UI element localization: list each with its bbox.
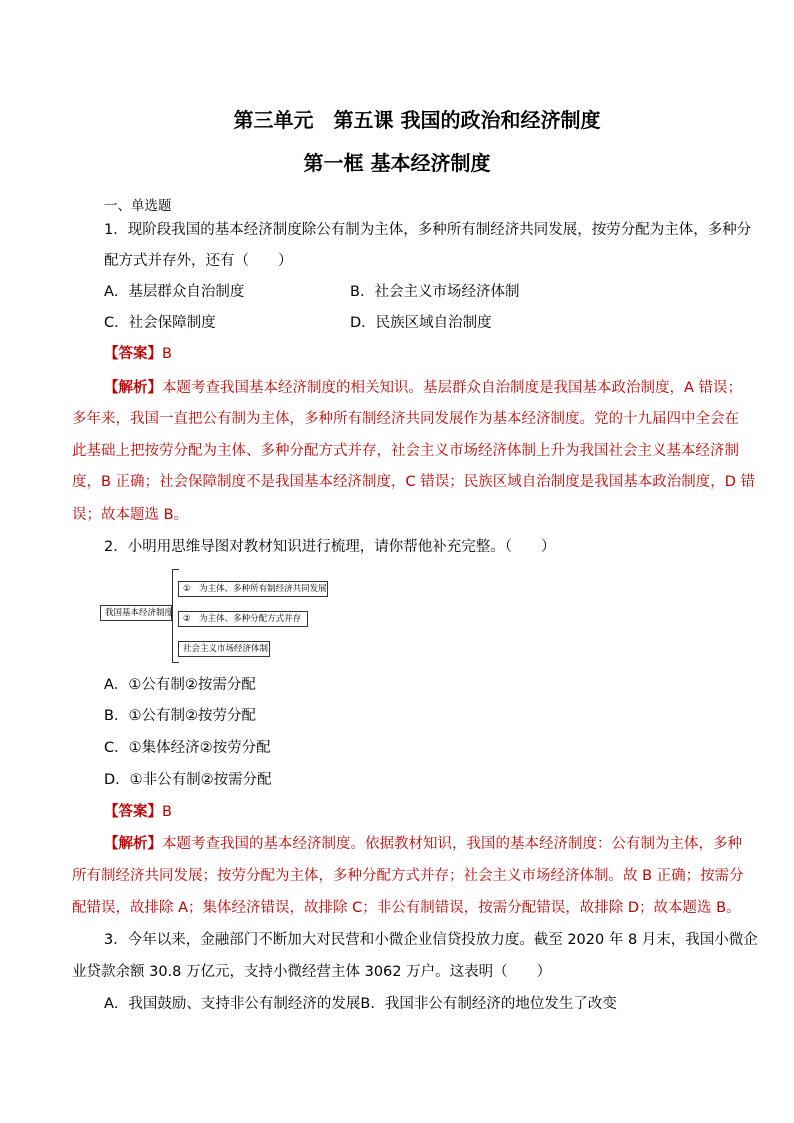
q2-analysis-line1 [104,834,742,854]
q2-option-a: A．①公有制②按需分配 [104,677,256,693]
section-heading: 一、单选题 [104,198,172,214]
q2-option-c: C．①集体经济②按劳分配 [104,740,271,756]
page-subtitle: 第一框 基本经济制度 [303,151,491,175]
q3-stem-line2: 业贷款余额 30.8 万亿元，支持小微经营主体 3062 万户。这表明（ ） [72,964,552,980]
q1-answer [104,344,172,364]
q2-option-b: B．①公有制②按劳分配 [104,708,256,724]
q1-analysis-text1: 本题考查我国基本经济制度的相关知识。基层群众自治制度是我国基本政治制度，A 错误； [162,380,743,396]
mind-map-diagram [100,565,340,665]
q2-analysis-text1: 本题考查我国的基本经济制度。依据教材知识，我国的基本经济制度：公有制为主体，多种 [162,836,742,852]
q3-stem-line1: 3．今年以来，金融部门不断加大对民营和小微企业信贷投放力度。截至 2020 年 8 月末，我国小微企 [104,932,758,948]
q1-analysis-line3: 此基础上把按劳分配为主体、多种分配方式并存，社会主义市场经济体制上升为我国社会主义基本经济制 [72,443,739,459]
q1-option-c: C．社会保障制度 [104,315,216,331]
q3-options-ab: A．我国鼓励、支持非公有制经济的发展B．我国非公有制经济的地位发生了改变 [104,996,617,1012]
q1-stem-line2: 配方式并存外，还有（ ） [104,253,293,269]
q2-answer [104,802,172,822]
q1-analysis-tag: 【解析】 [104,380,162,396]
q1-option-a: A．基层群众自治制度 [104,284,245,300]
mindmap-branch-3: 社会主义市场经济体制 [178,641,270,657]
q2-analysis-line3: 配错误，故排除 A；集体经济错误，故排除 C；非公有制错误，按需分配错误，故排除 D；故本题选 B。 [72,900,741,916]
mindmap-branch-1: ① 为主体、多种所有制经济共同发展 [178,581,328,597]
page-title: 第三单元 第五课 我国的政治和经济制度 [233,108,601,132]
q2-option-d: D．①非公有制②按需分配 [104,772,272,788]
q1-analysis-line1 [104,378,742,398]
q1-option-b: B．社会主义市场经济体制 [350,284,520,300]
q1-answer-value: B [162,346,172,362]
mindmap-root: 我国基本经济制度 [100,605,172,621]
q1-analysis-line5: 误；故本题选 B。 [72,507,189,523]
q1-answer-tag: 【答案】 [104,346,162,362]
q2-answer-tag: 【答案】 [104,804,162,820]
q2-analysis-line2: 所有制经济共同发展；按劳分配为主体，多种分配方式并存；社会主义市场经济体制。故 B 正确；按需分 [72,868,744,884]
q1-analysis-line2: 多年来，我国一直把公有制为主体，多种所有制经济共同发展作为基本经济制度。党的十九届四中全会在 [72,411,739,427]
q2-answer-value: B [162,804,172,820]
q2-stem: 2．小明用思维导图对教材知识进行梳理，请你帮他补充完整。（ ） [104,539,556,555]
mindmap-branch-2: ② 为主体、多种分配方式并存 [178,611,308,627]
q1-analysis-line4: 度，B 正确；社会保障制度不是我国基本经济制度，C 错误；民族区域自治制度是我国基本政治制度，D 错 [72,474,756,490]
q1-stem-line1: 1．现阶段我国的基本经济制度除公有制为主体，多种所有制经济共同发展，按劳分配为主体，多种分 [104,222,752,238]
q2-analysis-tag: 【解析】 [104,836,162,852]
q1-option-d: D．民族区域自治制度 [350,315,492,331]
